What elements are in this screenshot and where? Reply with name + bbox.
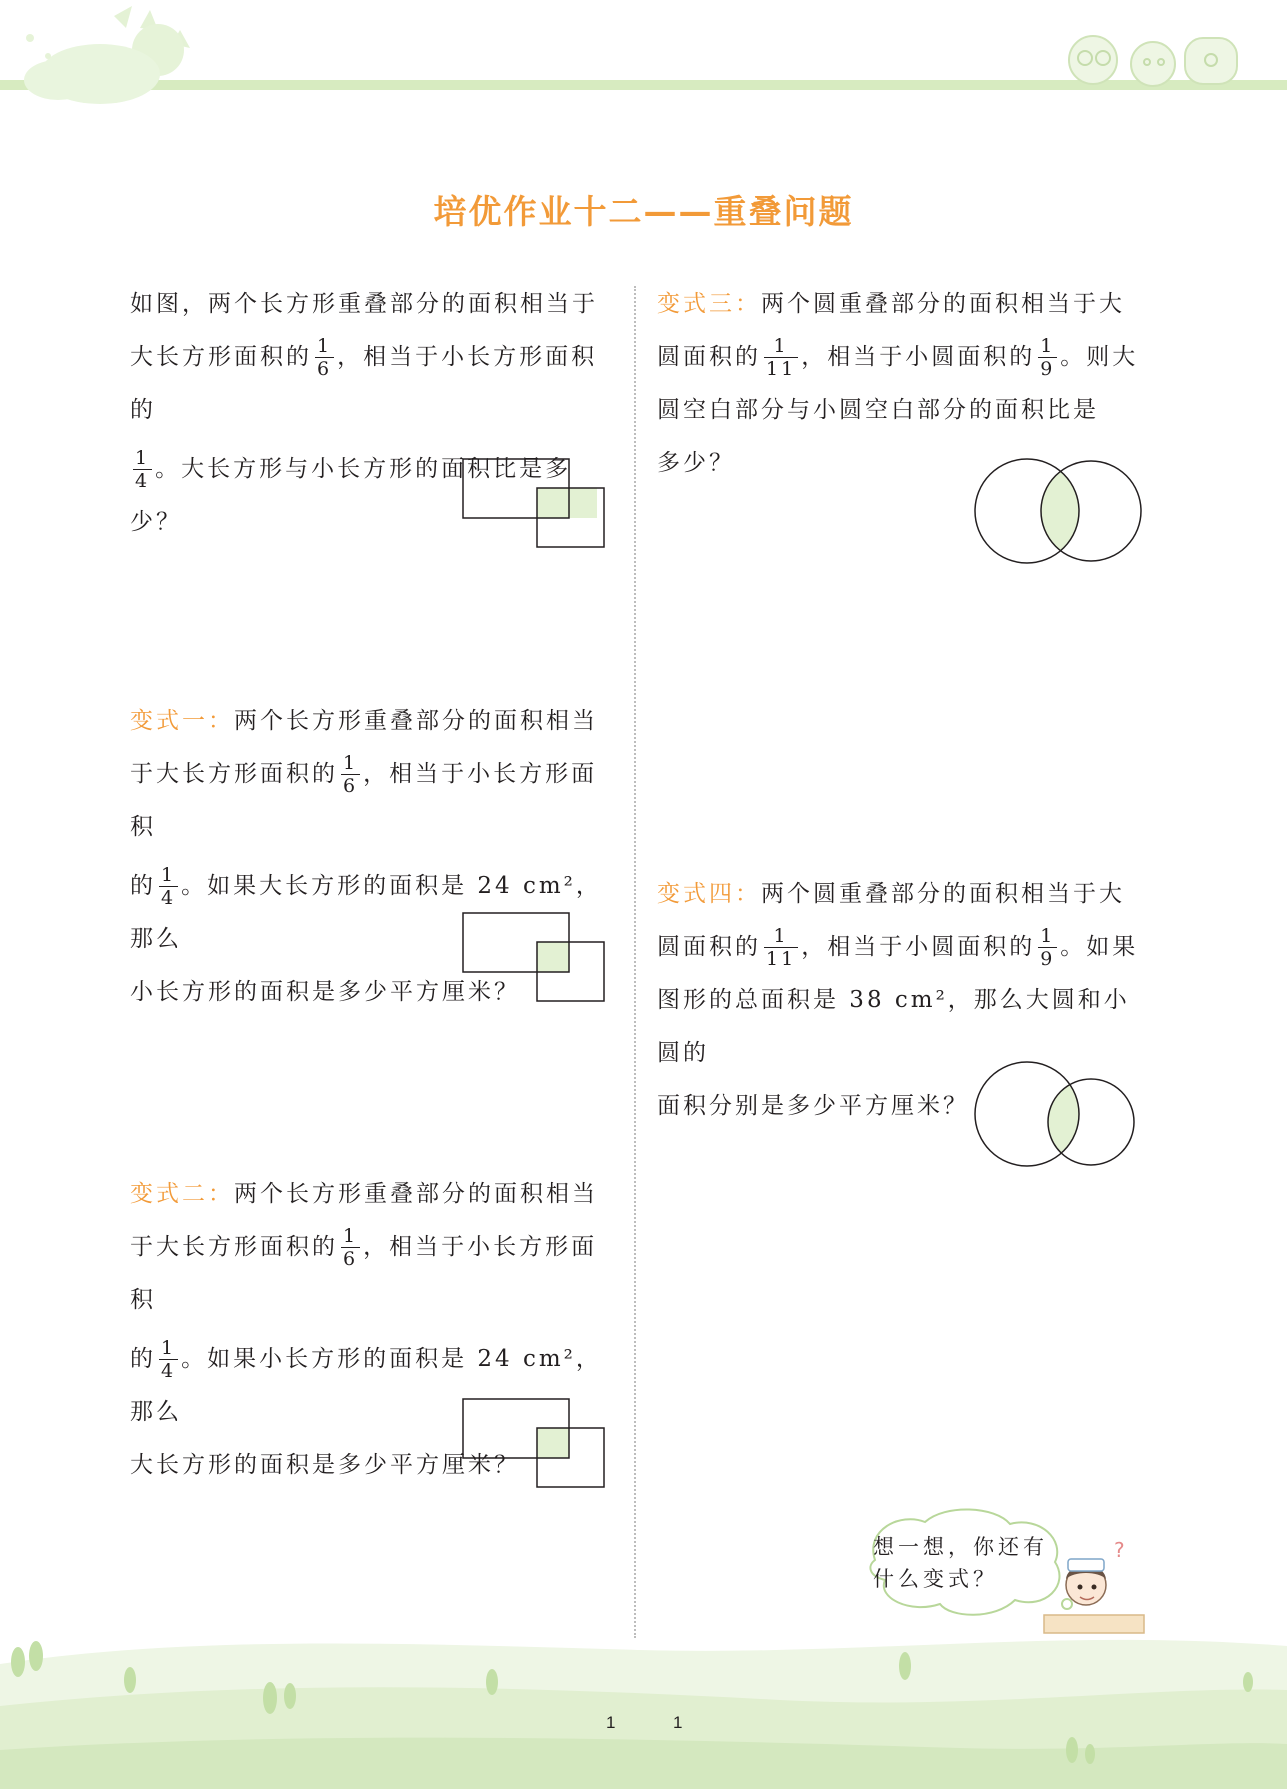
overlapping-rectangles-figure [460,1396,610,1492]
problem-line: 变式一：两个长方形重叠部分的面积相当 [130,708,598,734]
problem-line: 变式三：两个圆重叠部分的面积相当于大 [657,291,1125,317]
fraction: $\frac{1}{11}$ [766,925,797,970]
fraction: $\frac{1}{11}$ [766,335,797,380]
overlapping-circles-figure [972,455,1148,567]
fraction: $\frac{1}{4}$ [135,447,151,492]
variant-label: 变式三： [657,291,761,317]
svg-text:?: ? [1114,1538,1125,1562]
problem-line: 圆空白部分与小圆空白部分的面积比是 [657,397,1099,423]
problem-line: $\frac{1}{4}$ 。大长方形与小长方形的面积比是多少？ [130,447,572,535]
problem-line: 面积分别是多少平方厘米？ [657,1093,969,1119]
fraction: $\frac{1}{9}$ [1040,925,1056,970]
variant-label: 变式二： [130,1181,234,1207]
problem-line: 大长方形面积的 $\frac{1}{6}$ ，相当于小长方形面积的 [130,335,598,423]
fraction: $\frac{1}{6}$ [343,1225,359,1270]
fraction: $\frac{1}{9}$ [1040,335,1056,380]
overlapping-circles-figure [972,1058,1148,1170]
problem-line: 如图，两个长方形重叠部分的面积相当于 [130,291,598,317]
fraction: $\frac{1}{6}$ [317,335,333,380]
fraction: $\frac{1}{6}$ [343,752,359,797]
page-number: 1 [673,1713,683,1732]
overlapping-rectangles-figure [460,456,610,552]
overlapping-rectangles-figure [460,910,610,1006]
problem-line: 小长方形的面积是多少平方厘米？ [130,979,520,1005]
problem-line: 变式二：两个长方形重叠部分的面积相当 [130,1181,598,1207]
problem-line: 大长方形的面积是多少平方厘米？ [130,1452,520,1478]
page-number: 1 [606,1713,616,1732]
fraction: $\frac{1}{4}$ [161,1337,177,1382]
problem-line: 的 $\frac{1}{4}$ 。如果小长方形的面积是 24 cm²，那么 [130,1337,602,1425]
page-title: 培优作业十二——重叠问题 [433,192,854,231]
problem-line: 圆面积的 $\frac{1}{11}$ ，相当于小圆面积的 $\frac{1}{9}$ 。如果 [657,925,1139,970]
problem-line: 图形的总面积是 38 cm²，那么大圆和小圆的 [657,987,1130,1066]
problem-line: 于大长方形面积的 $\frac{1}{6}$ ，相当于小长方形面积 [130,1225,598,1313]
problem-line: 圆面积的 $\frac{1}{11}$ ，相当于小圆面积的 $\frac{1}{9}$ 。则大 [657,335,1139,380]
thought-bubble-text: 想一想，你还有 什么变式？ [873,1535,1048,1591]
fraction: $\frac{1}{4}$ [161,864,177,909]
variant-label: 变式四： [657,881,761,907]
problem-line: 多少？ [657,450,735,476]
variant-label: 变式一： [130,708,234,734]
sun-cloud-illustration [0,0,220,120]
problem-line: 的 $\frac{1}{4}$ 。如果大长方形的面积是 24 cm²，那么 [130,864,602,952]
landscape-footer-illustration [0,1620,1287,1789]
problem-line: 于大长方形面积的 $\frac{1}{6}$ ，相当于小长方形面积 [130,752,598,840]
column-divider [634,286,636,1638]
animal-friends-illustration [1055,18,1255,88]
problem-line: 变式四：两个圆重叠部分的面积相当于大 [657,881,1125,907]
